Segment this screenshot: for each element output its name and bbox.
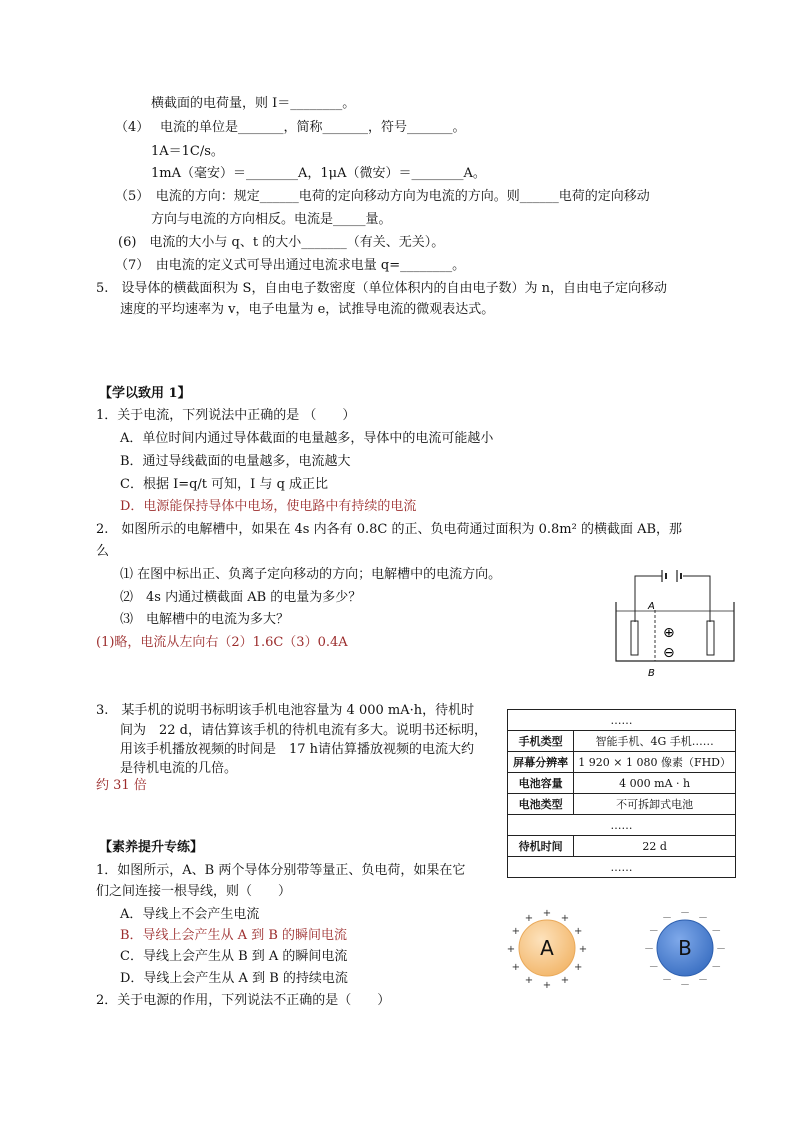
plus-sign-icon: +: [524, 912, 534, 924]
option-a: A．单位时间内通过导体截面的电量越多，导体中的电流可能越小: [120, 431, 494, 446]
text-line: 间为 22 d，请估算该手机的待机电流有多大。说明书还标明，: [120, 723, 487, 738]
section-heading: 【素养提升专练】: [99, 840, 204, 855]
negative-ion-icon: ⊖: [663, 645, 675, 661]
plus-sign-icon: +: [542, 980, 552, 991]
label-b: B: [648, 668, 655, 679]
plus-sign-icon: +: [542, 908, 552, 919]
table-row: [508, 752, 736, 773]
table-row: [508, 773, 736, 794]
text-line: 电流的单位是_______，简称_______，符号_______。: [160, 120, 466, 135]
plus-sign-icon: +: [511, 926, 520, 937]
text-line: （7） 由电流的定义式可导出通过电流求电量 q=________。: [115, 258, 466, 273]
answer-q3: 约 31 倍: [96, 778, 147, 793]
table-row: [508, 710, 736, 731]
table-cell: 22 d: [574, 836, 736, 857]
positive-ion-icon: ⊕: [663, 625, 675, 641]
minus-sign-icon: －: [648, 926, 659, 937]
question-1: 1．如图所示，A、B 两个导体分别带等量正、负电荷，如果在它: [96, 863, 466, 878]
sub-question-1: ⑴ 在图中标出正、负离子定向移动的方向；电解槽中的电流方向。: [120, 567, 502, 582]
item-number: （4）: [115, 120, 150, 135]
option-c: C．导线上会产生从 B 到 A 的瞬间电流: [120, 949, 348, 964]
minus-sign-icon: －: [680, 908, 690, 919]
phone-spec-table: [507, 709, 736, 878]
text-line: 速度的平均速率为 v，电子电量为 e，试推导电流的微观表达式。: [120, 302, 495, 317]
text-line: 们之间连接一根导线，则（ ）: [96, 884, 292, 899]
sub-question-2: ⑵ 4s 内通过横截面 AB 的电量为多少？: [120, 590, 362, 605]
plus-sign-icon: +: [560, 975, 570, 987]
table-cell: ……: [508, 815, 736, 836]
plus-sign-icon: +: [524, 975, 534, 987]
option-b-answer: B．导线上会产生从 A 到 B 的瞬间电流: [120, 928, 348, 943]
option-b: B．通过导线截面的电量越多，电流越大: [120, 454, 351, 469]
minus-sign-icon: －: [644, 944, 654, 955]
option-a: A．导线上不会产生电流: [120, 907, 260, 922]
sphere-a-label: A: [540, 936, 554, 960]
option-d: D．导线上会产生从 A 到 B 的持续电流: [120, 971, 348, 986]
minus-sign-icon: －: [662, 912, 672, 924]
minus-sign-icon: －: [711, 962, 722, 973]
table-cell: ……: [508, 710, 736, 731]
table-cell: 电池容量: [508, 773, 574, 794]
text-line: 1A＝1C/s。: [151, 144, 224, 159]
sub-question-3: ⑶ 电解槽中的电流为多大？: [120, 612, 290, 627]
minus-sign-icon: －: [698, 912, 708, 924]
table-row: [508, 794, 736, 815]
question-1: 1．关于电流，下列说法中正确的是 （ ）: [96, 408, 356, 423]
text-line: (6) 电流的大小与 q、t 的大小_______（有关、无关）。: [118, 235, 445, 250]
table-cell: 手机类型: [508, 731, 574, 752]
table-cell: 4 000 mA · h: [574, 773, 736, 794]
table-cell: 电池类型: [508, 794, 574, 815]
table-cell: 1 920 × 1 080 像素（FHD）: [574, 752, 736, 773]
plus-sign-icon: +: [560, 912, 570, 924]
table-row: [508, 836, 736, 857]
text-line: 是待机电流的几倍。: [120, 761, 238, 776]
option-d-answer: D．电源能保持导体中电场，使电路中有持续的电流: [120, 499, 417, 514]
battery-icon: [662, 570, 681, 582]
section-heading: 【学以致用 1】: [99, 386, 191, 401]
question-2: 2. 如图所示的电解槽中，如果在 4s 内各有 0.8C 的正、负电荷通过面积为 0.8m² 的横截面 AB，那: [96, 522, 683, 537]
option-c: C．根据 I=q/t 可知，I 与 q 成正比: [120, 477, 329, 492]
plus-sign-icon: +: [506, 944, 516, 955]
table-cell: ……: [508, 857, 736, 878]
text-line: 横截面的电荷量，则 I＝________。: [151, 96, 356, 111]
label-a: A: [648, 601, 655, 612]
electrolytic-cell-figure: [610, 562, 740, 680]
plus-sign-icon: +: [511, 962, 520, 973]
text-line: 么: [96, 544, 110, 559]
table-cell: 不可拆卸式电池: [574, 794, 736, 815]
table-cell: 屏幕分辨率: [508, 752, 574, 773]
question-2: 2．关于电源的作用，下列说法不正确的是（ ）: [96, 993, 391, 1008]
charged-spheres-figure: [505, 905, 735, 995]
minus-sign-icon: －: [680, 980, 690, 991]
table-row: [508, 815, 736, 836]
minus-sign-icon: －: [698, 975, 708, 987]
plus-sign-icon: +: [578, 944, 588, 955]
minus-sign-icon: －: [716, 944, 726, 955]
plus-sign-icon: +: [574, 962, 583, 973]
question-3: 3. 某手机的说明书标明该手机电池容量为 4 000 mA·h，待机时: [96, 703, 475, 718]
minus-sign-icon: －: [648, 962, 659, 973]
answer-q2: (1)略，电流从左向右（2）1.6C（3）0.4A: [96, 635, 348, 650]
question-5: 5. 设导体的横截面积为 S，自由电子数密度（单位体积内的自由电子数）为 n，自由电子定向移动: [96, 281, 667, 296]
table-row: [508, 857, 736, 878]
minus-sign-icon: －: [662, 975, 672, 987]
plus-sign-icon: +: [574, 926, 583, 937]
text-line: 用该手机播放视频的时间是 17 h请估算播放视频的电流大约: [120, 742, 475, 757]
table-cell: 智能手机、4G 手机……: [574, 731, 736, 752]
sphere-b-label: B: [678, 936, 692, 960]
text-line: 方向与电流的方向相反。电流是_____量。: [151, 212, 392, 227]
minus-sign-icon: －: [711, 926, 722, 937]
text-line: 1mA（毫安）＝________A，1μA（微安）＝________A。: [151, 166, 486, 181]
table-row: [508, 731, 736, 752]
text-line: （5） 电流的方向：规定______电荷的定向移动方向为电流的方向。则______电荷的定向移动: [115, 189, 650, 204]
table-cell: 待机时间: [508, 836, 574, 857]
